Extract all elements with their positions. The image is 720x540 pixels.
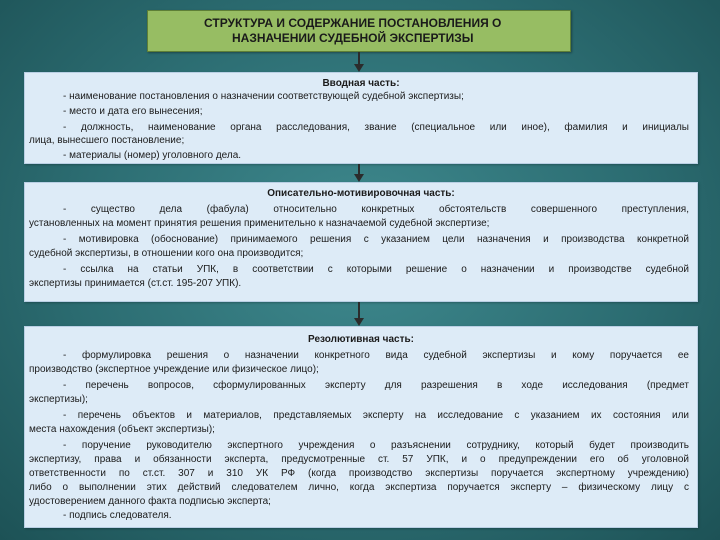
arrow-down-icon [354,302,364,326]
resolution-heading: Резолютивная часть: [308,334,414,345]
resolution-line-2: производство (экспертное учреждение или физическое лицо); [29,364,319,375]
intro-line-4: лица, вынесшего постановление; [29,135,185,146]
resolution-line-8: экспертизу, права и обязанности эксперта, предусмотренные ст. 57 УПК, и о предупреждении его об уголовной [29,454,689,465]
resolution-line-4: экспертизы); [29,394,88,405]
descriptive-line-4: судебной экспертизы, в отношении кого она производится; [29,248,304,259]
arrow-down-icon [354,52,364,72]
arrow-down-icon [354,164,364,182]
title-line-2: НАЗНАЧЕНИИ СУДЕБНОЙ ЭКСПЕРТИЗЫ [232,31,474,45]
intro-line-2: - место и дата его вынесения; [63,106,203,117]
resolution-line-3: - перечень вопросов, сформулированных эксперту для разрешения в ходе исследования (предмет [63,380,689,391]
resolution-line-7: - поручение руководителю экспертного учреждения о разъяснении сотруднику, который будет производить [63,440,689,451]
descriptive-line-2: установленных на момент принятия решения применительно к назначаемой судебной экспертизе; [29,218,490,229]
title-line-1: СТРУКТУРА И СОДЕРЖАНИЕ ПОСТАНОВЛЕНИЯ О [204,16,502,30]
resolution-section [24,326,698,528]
title-box [147,10,571,52]
resolution-line-10: либо о выполнении этих действий следователем лично, когда экспертиза поручается эксперту – физическому лицу с [29,482,689,493]
descriptive-line-5: - ссылка на статьи УПК, в соответствии с которыми решение о назначении и производстве судебной [63,264,689,275]
intro-section [24,72,698,164]
resolution-line-11: удостоверением данного факта подписью эксперта; [29,496,271,507]
intro-line-1: - наименование постановления о назначении соответствующей судебной экспертизы; [63,91,464,102]
descriptive-line-3: - мотивировка (обоснование) принимаемого решения с указанием цели назначения и производства конкретной [63,234,689,245]
resolution-line-1: - формулировка решения о назначении конкретного вида судебной экспертизы и кому поручается ее [63,350,689,361]
intro-line-5: - материалы (номер) уголовного дела. [63,150,242,161]
descriptive-heading: Описательно-мотивировочная часть: [267,188,455,199]
resolution-line-6: места нахождения (объект экспертизы); [29,424,215,435]
intro-heading: Вводная часть: [322,78,400,89]
resolution-line-9: ответственности по ст.ст. 307 и 310 УК РФ (когда производство экспертизы поручается экспертному учреждению) [29,468,689,479]
descriptive-section [24,182,698,302]
resolution-line-5: - перечень объектов и материалов, представляемых эксперту на исследование с указанием их состояния или [63,410,689,421]
descriptive-line-6: экспертизы принимается (ст.ст. 195-207 УПК). [29,278,242,289]
resolution-line-12: - подпись следователя. [63,510,172,521]
descriptive-line-1: - существо дела (фабула) относительно конкретных обстоятельств совершенного преступления, [63,204,689,215]
intro-line-3: - должность, наименование органа расследования, звание (специальное или иное), фамилия и инициалы [63,122,689,133]
